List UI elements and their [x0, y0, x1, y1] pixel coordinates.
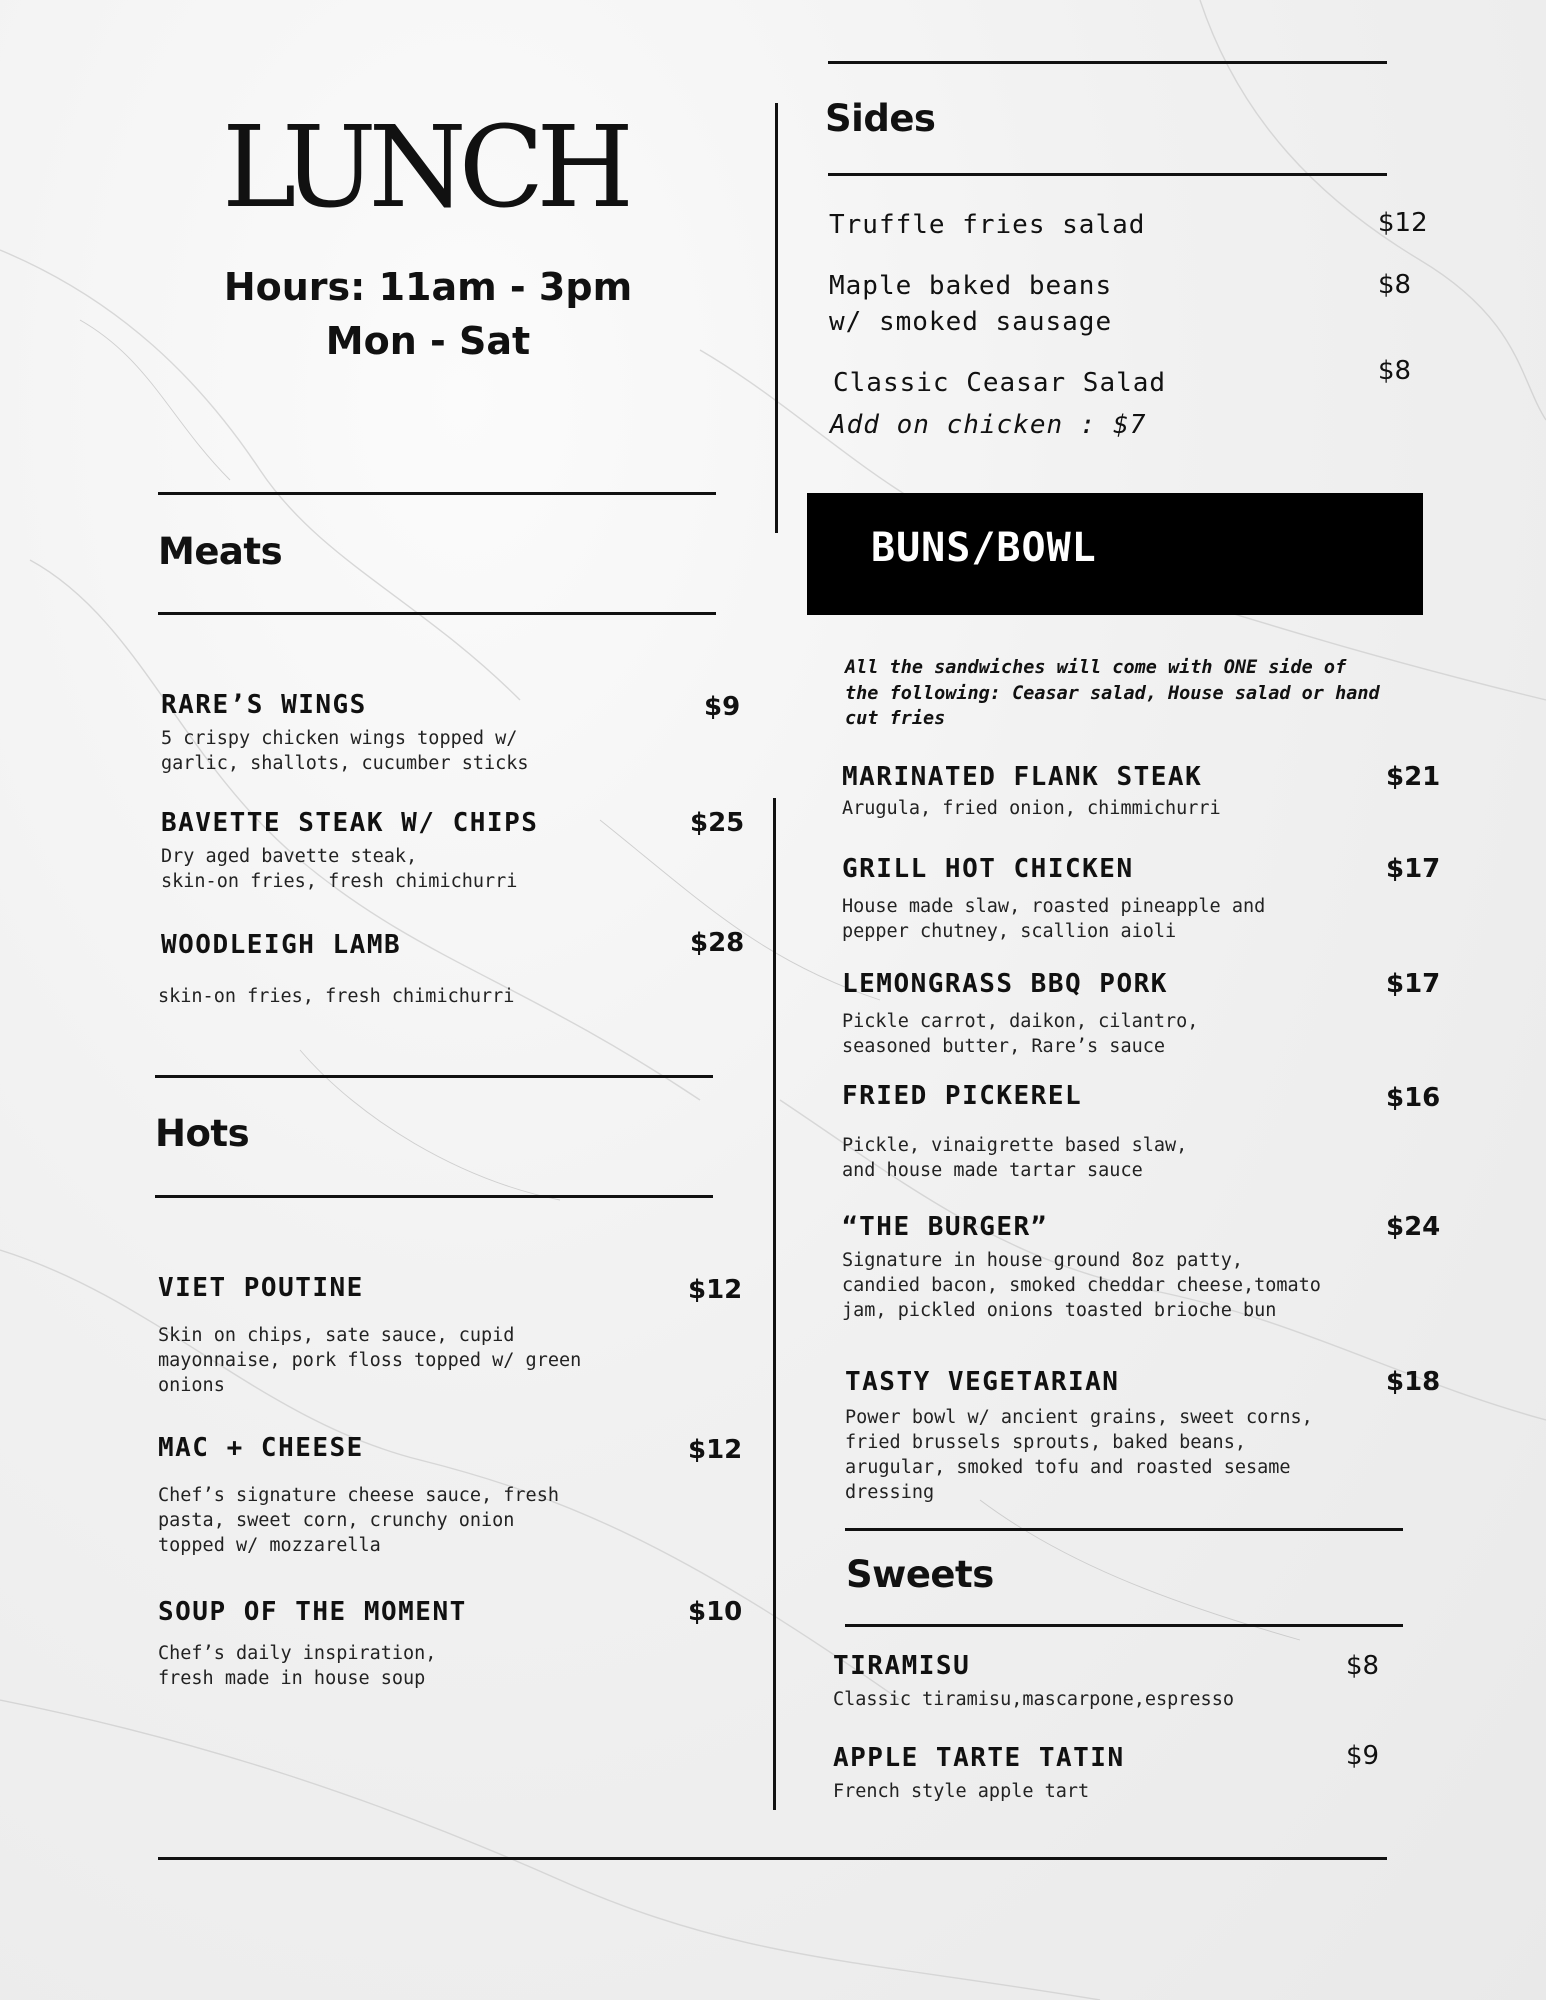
item-name: BAVETTE STEAK W/ CHIPS	[161, 808, 539, 838]
item-price: $17	[1386, 969, 1441, 999]
item-price: $25	[690, 808, 745, 838]
sweets-item-tarte	[833, 1743, 1125, 1804]
buns-item-vegetarian	[845, 1367, 1313, 1505]
item-price: $8	[1346, 1651, 1380, 1681]
sweets-top-rule	[845, 1528, 1403, 1531]
buns-item-burger	[842, 1212, 1321, 1323]
menu-title: LUNCH	[222, 103, 627, 233]
item-name: LEMONGRASS BBQ PORK	[842, 969, 1168, 999]
side-item: Classic Ceasar Salad	[833, 368, 1167, 398]
buns-item-chicken	[842, 854, 1265, 944]
item-price: $16	[1386, 1083, 1441, 1113]
item-name: SOUP OF THE MOMENT	[158, 1597, 467, 1627]
item-description: Skin on chips, sate sauce, cupid mayonnaise, pork floss topped w/ green onions	[158, 1325, 582, 1396]
meats-item-bavette	[161, 808, 538, 894]
item-name: APPLE TARTE TATIN	[833, 1743, 1125, 1773]
item-description: Pickle, vinaigrette based slaw, and house made tartar sauce	[842, 1135, 1188, 1181]
item-description: 5 crispy chicken wings topped w/ garlic, shallots, cucumber sticks	[161, 728, 529, 774]
side-price: $12	[1378, 208, 1428, 238]
item-price: $10	[688, 1597, 743, 1627]
hots-item-mac	[158, 1433, 559, 1558]
buns-item-pork	[842, 969, 1198, 1059]
item-description: Chef’s daily inspiration, fresh made in house soup	[158, 1643, 437, 1689]
sweets-item-tiramisu	[833, 1651, 1234, 1712]
sides-heading: Sides	[825, 97, 936, 140]
buns-item-pickerel	[842, 1081, 1187, 1183]
item-price: $21	[1386, 762, 1441, 792]
buns-bowl-heading: BUNS/BOWL	[871, 525, 1097, 571]
item-name: MARINATED FLANK STEAK	[842, 762, 1203, 792]
item-description: skin-on fries, fresh chimichurri	[158, 986, 515, 1007]
sandwich-side-note: All the sandwiches will come with ONE side of the following: Ceasar salad, House salad or hand cut fries	[845, 657, 1380, 729]
meats-bottom-rule	[158, 612, 716, 615]
item-name: TASTY VEGETARIAN	[845, 1367, 1120, 1397]
sides-top-rule	[828, 61, 1387, 64]
sweets-bottom-rule	[845, 1624, 1403, 1627]
item-price: $9	[1346, 1741, 1380, 1771]
side-price: $8	[1378, 356, 1412, 386]
item-price: $17	[1386, 854, 1441, 884]
item-name: “THE BURGER”	[842, 1212, 1048, 1242]
side-price: $8	[1378, 270, 1412, 300]
item-price: $24	[1386, 1212, 1441, 1242]
item-description: Signature in house ground 8oz patty, candied bacon, smoked cheddar cheese,tomato jam, pickled onions toasted brioche bun	[842, 1250, 1321, 1321]
item-name: GRILL HOT CHICKEN	[842, 854, 1134, 884]
hots-bottom-rule	[155, 1195, 713, 1198]
item-description: Arugula, fried onion, chimmichurri	[842, 798, 1221, 819]
item-price: $28	[690, 928, 745, 958]
days-line: Mon - Sat	[325, 319, 531, 363]
item-name: MAC + CHEESE	[158, 1433, 364, 1463]
side-addon: Add on chicken : $7	[830, 410, 1147, 440]
item-name: RARE’S WINGS	[161, 690, 367, 720]
side-item: Maple baked beans w/ smoked sausage	[829, 271, 1113, 337]
item-price: $9	[704, 692, 741, 722]
hots-heading: Hots	[155, 1112, 250, 1155]
item-name: VIET POUTINE	[158, 1273, 364, 1303]
buns-item-flank	[842, 762, 1221, 821]
buns-bowl-banner	[807, 493, 1423, 615]
hots-top-rule	[155, 1075, 713, 1078]
item-description: Classic tiramisu,mascarpone,espresso	[833, 1689, 1234, 1710]
item-price: $12	[688, 1275, 743, 1305]
meats-heading: Meats	[158, 530, 283, 573]
hots-item-soup	[158, 1597, 467, 1691]
side-item: Truffle fries salad	[829, 210, 1146, 240]
item-description: House made slaw, roasted pineapple and pepper chutney, scallion aioli	[842, 896, 1266, 942]
footer-rule	[158, 1857, 1387, 1860]
hours-line: Hours: 11am - 3pm	[223, 265, 633, 309]
item-description: French style apple tart	[833, 1781, 1090, 1802]
item-description: Pickle carrot, daikon, cilantro, seasoned butter, Rare’s sauce	[842, 1011, 1199, 1057]
sides-bottom-rule	[828, 173, 1387, 176]
item-price: $18	[1386, 1367, 1441, 1397]
meats-item-lamb	[161, 930, 401, 960]
item-description: Power bowl w/ ancient grains, sweet corns, fried brussels sprouts, baked beans, arugular, smoked tofu and roasted sesame dressing	[845, 1407, 1313, 1503]
item-description: Dry aged bavette steak, skin-on fries, fresh chimichurri	[161, 846, 518, 892]
column-divider-top	[775, 103, 778, 533]
meats-item-wings	[161, 690, 529, 776]
item-price: $12	[688, 1435, 743, 1465]
item-name: FRIED PICKEREL	[842, 1081, 1083, 1111]
item-name: TIRAMISU	[833, 1651, 971, 1681]
item-name: WOODLEIGH LAMB	[161, 930, 402, 960]
item-description: Chef’s signature cheese sauce, fresh pasta, sweet corn, crunchy onion topped w/ mozzarella	[158, 1485, 559, 1556]
column-divider-bottom	[773, 798, 776, 1810]
meats-top-rule	[158, 492, 716, 495]
hots-item-poutine	[158, 1273, 581, 1398]
sweets-heading: Sweets	[846, 1553, 994, 1596]
